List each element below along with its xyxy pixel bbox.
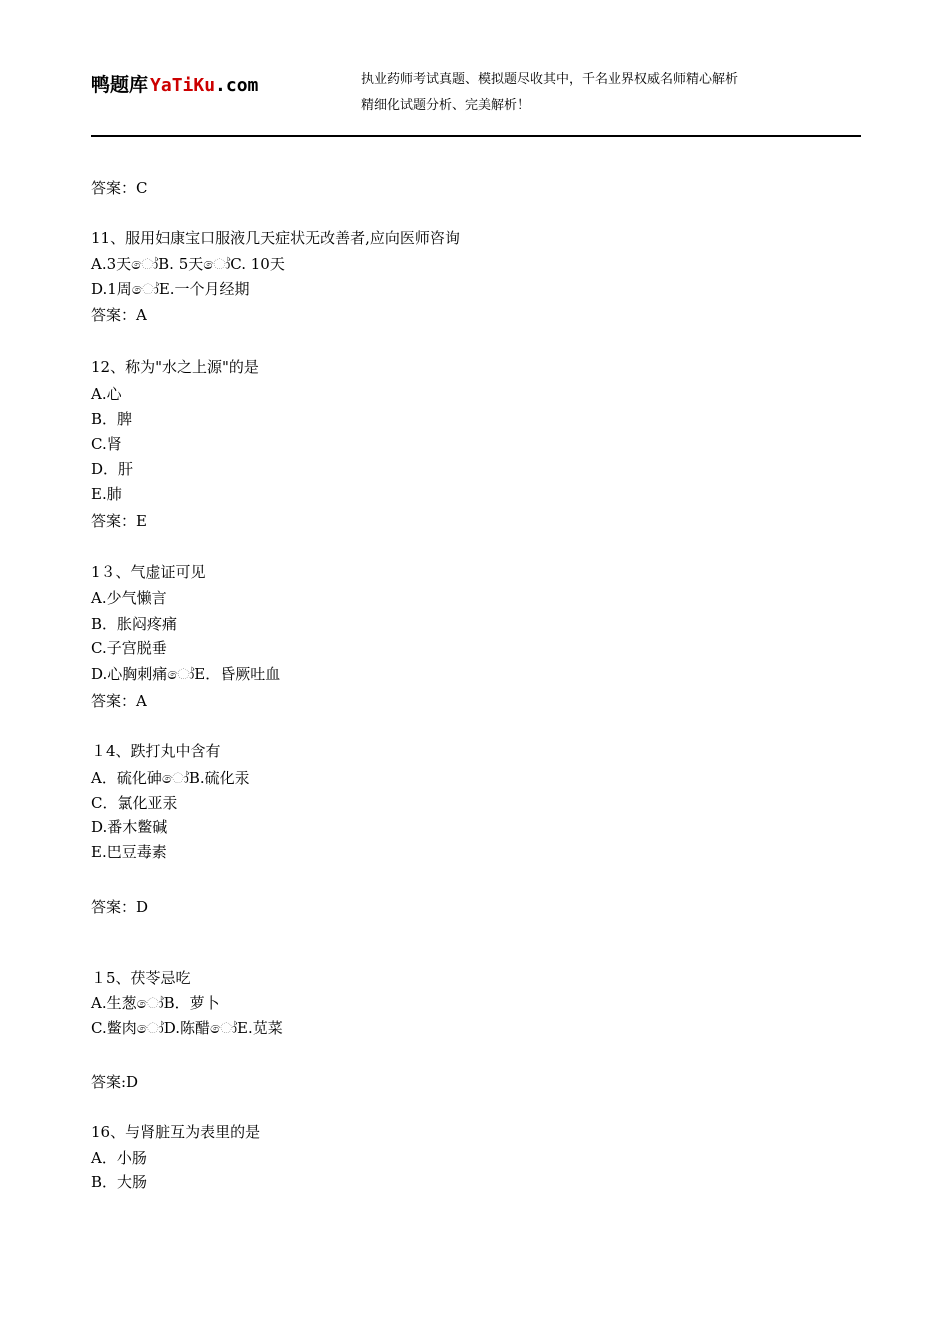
option-line: D.1周ෝE.一个月经期	[91, 280, 250, 298]
question-title: 16、与肾脏互为表里的是	[91, 1123, 261, 1141]
slogan-line-1: 执业药师考试真题、模拟题尽收其中，千名业界权威名师精心解析	[361, 72, 739, 87]
logo-chinese-text: 鸭题库	[91, 74, 149, 96]
question-title: 1３、气虚证可见	[91, 563, 206, 581]
option-line: A．硫化砷ෝB.硫化汞	[91, 769, 250, 787]
logo-domain-suffix: .com	[215, 75, 259, 96]
option-line: A．小肠	[91, 1149, 147, 1167]
option-line: E.巴豆毒素	[91, 843, 167, 861]
site-logo[interactable]	[91, 70, 258, 97]
option-line: E.肺	[91, 485, 122, 503]
header-slogan	[361, 67, 738, 119]
option-line: A.生葱ෝB．萝卜	[91, 994, 220, 1012]
header-divider	[91, 135, 861, 137]
option-line: C.鳖肉ෝD.陈醋ෝE.苋菜	[91, 1019, 283, 1037]
option-line: A.少气懒言	[91, 589, 167, 607]
answer-line: 答案：C	[91, 179, 148, 197]
option-line: B．大肠	[91, 1173, 148, 1191]
option-line: C.肾	[91, 435, 122, 453]
option-line: C.子宫脱垂	[91, 639, 167, 657]
slogan-line-2: 精细化试题分析、完美解析！	[361, 98, 531, 113]
option-line: D.番木鳖碱	[91, 818, 168, 836]
option-line: A.心	[91, 385, 122, 403]
option-line: D.心胸刺痛ෝE．昏厥吐血	[91, 665, 281, 683]
option-line: B．脾	[91, 410, 133, 428]
option-line: A.3天ෝB. 5天ෝC. 10天	[91, 255, 285, 273]
logo-english-text: YaTiKu	[150, 75, 216, 96]
answer-line: 答案：A	[91, 692, 147, 710]
answer-line: 答案：D	[91, 898, 149, 916]
question-title: １5、茯苓忌吃	[91, 969, 191, 987]
page-header	[91, 60, 861, 120]
question-title: 11、服用妇康宝口服液几天症状无改善者,应向医师咨询	[91, 229, 460, 247]
option-line: D．肝	[91, 460, 134, 478]
answer-line: 答案：E	[91, 512, 147, 530]
answer-line: 答案:D	[91, 1073, 139, 1091]
option-line: B．胀闷疼痛	[91, 615, 178, 633]
option-line: C．氯化亚汞	[91, 794, 178, 812]
answer-line: 答案：A	[91, 306, 147, 324]
question-title: １4、跌打丸中含有	[91, 742, 221, 760]
question-title: 12、称为"水之上源"的是	[91, 358, 259, 376]
